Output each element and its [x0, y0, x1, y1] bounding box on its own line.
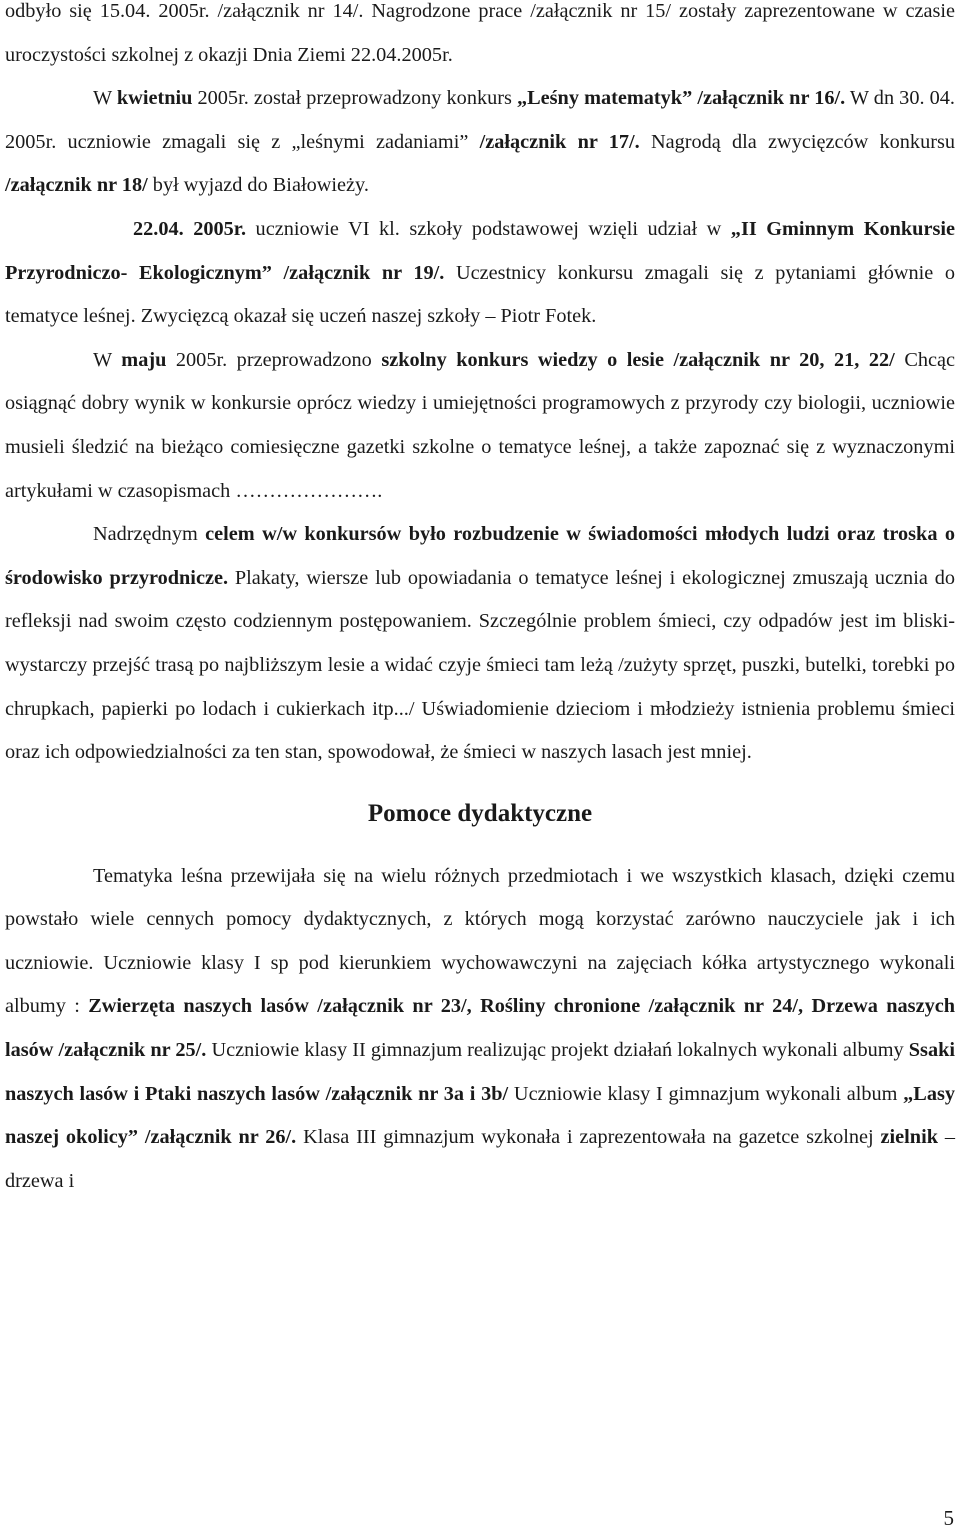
text-run: /załącznik nr 17/.: [479, 130, 640, 153]
text-run: Plakaty, wiersze lub opowiadania o tematyce leśnej i ekologicznej zmuszają ucznia do refleksji nad swoim często codziennym postępowaniem. Szczególnie problem śmieci, czy odpadów jest im bliski- wystarczy przejść trasą po najbliższym lesie a widać czyje śmieci tam leżą /zużyty sprzęt, puszki, butelki, torebki po chrupkach, papierki po lodach i cukierkach itp.../ Uświadomienie dzieciom i młodzieży istnienia problemu śmieci oraz ich odpowiedzialności za ten stan, spowodował, że śmieci w naszych lasach jest mniej.: [5, 566, 955, 764]
text-run: Klasa III gimnazjum wykonała i zaprezentowała na gazetce szkolnej: [296, 1126, 881, 1149]
text-run: 22.04. 2005r.: [133, 217, 247, 240]
text-run: odbyło się 15.04. 2005r. /załącznik nr 14/. Nagrodzone prace /załącznik nr 15/ zostały zaprezentowane w czasie uroczystości szkolnej z okazji Dnia Ziemi 22.04.2005r.: [5, 0, 955, 66]
text-run: 2005r. został przeprowadzony konkurs: [192, 87, 517, 110]
text-run: był wyjazd do Białowieży.: [147, 174, 369, 197]
text-run: W: [93, 348, 122, 371]
text-run: Zwierzęta naszych lasów /załącznik nr 23/, Rośliny chronione /załącznik nr 24/, Drzewa naszych lasów /załącznik nr 25/.: [5, 995, 955, 1062]
paragraph-2: [5, 77, 955, 208]
text-run: Uczniowie klasy I gimnazjum wykonali album: [508, 1082, 904, 1105]
text-run: „II Gminnym Konkursie Przyrodniczo- Ekologicznym” /załącznik nr 19/.: [5, 217, 955, 284]
paragraph-5: [5, 513, 955, 775]
text-run: Chcąc osiągnąć dobry wynik w konkursie oprócz wiedzy i umiejętności programowych z przyrody czy biologii, uczniowie musieli śledzić na bieżąco comiesięczne gazetki szkolne o tematyce leśnej, a także zapoznać się z wyznaczonymi artykułami w czasopismach ………………….: [5, 348, 956, 502]
text-run: /załącznik nr 16/.: [697, 87, 846, 110]
text-run: Uczestnicy konkursu zmagali się z pytaniami głównie o tematyce leśnej. Zwycięzcą okazał się uczeń naszej szkoły – Piotr Fotek.: [5, 261, 955, 328]
text-run: Nadrzędnym: [93, 523, 206, 546]
text-run: Ssaki naszych lasów i Ptaki naszych lasów /załącznik nr 3a i 3b/: [5, 1039, 955, 1105]
paragraph-6: [5, 855, 955, 1204]
text-run: celem w/w konkursów było rozbudzenie w świadomości młodych ludzi oraz troska o środowisko przyrodnicze.: [5, 523, 955, 589]
section-heading: Pomoce dydaktyczne: [367, 799, 593, 827]
paragraph-1: [5, 0, 955, 77]
text-run: Tematyka leśna przewijała się na wielu różnych przedmiotach i we wszystkich klasach, dzięki czemu powstało wiele cennych pomocy dydaktycznych, z których mogą korzystać zarówno nauczyciele jak i ich uczniowie. Uczniowie klasy I sp pod kierunkiem wychowawczyni na zajęciach kółka artystycznego wykonali albumy :: [5, 864, 955, 1018]
page-number: 5: [943, 1506, 954, 1530]
text-run: „Lasy naszej okolicy” /załącznik nr 26/.: [5, 1082, 955, 1149]
text-run: Nagrodą dla zwycięzców konkursu: [639, 130, 955, 153]
text-run: – drzewa i: [5, 1126, 955, 1192]
text-run: W: [93, 87, 117, 110]
document-page: [5, 0, 955, 1203]
paragraph-3: [5, 208, 955, 339]
text-run: „Leśny matematyk”: [516, 87, 693, 110]
text-run: 2005r. przeprowadzono: [166, 348, 382, 371]
text-run: zielnik: [880, 1126, 938, 1149]
text-run: uczniowie VI kl. szkoły podstawowej wzięli udział w: [246, 217, 731, 240]
text-run: W dn 30. 04. 2005r. uczniowie zmagali się z „leśnymi zadaniami”: [5, 87, 955, 153]
text-run: szkolny konkurs wiedzy o lesie /załącznik nr 20, 21, 22/: [381, 348, 895, 371]
text-run: kwietniu: [116, 87, 193, 110]
text-run: maju: [121, 348, 167, 371]
text-run: /załącznik nr 18/: [5, 174, 148, 197]
paragraph-4: [5, 339, 955, 513]
text-run: Uczniowie klasy II gimnazjum realizując projekt działań lokalnych wykonali albumy: [206, 1039, 909, 1062]
